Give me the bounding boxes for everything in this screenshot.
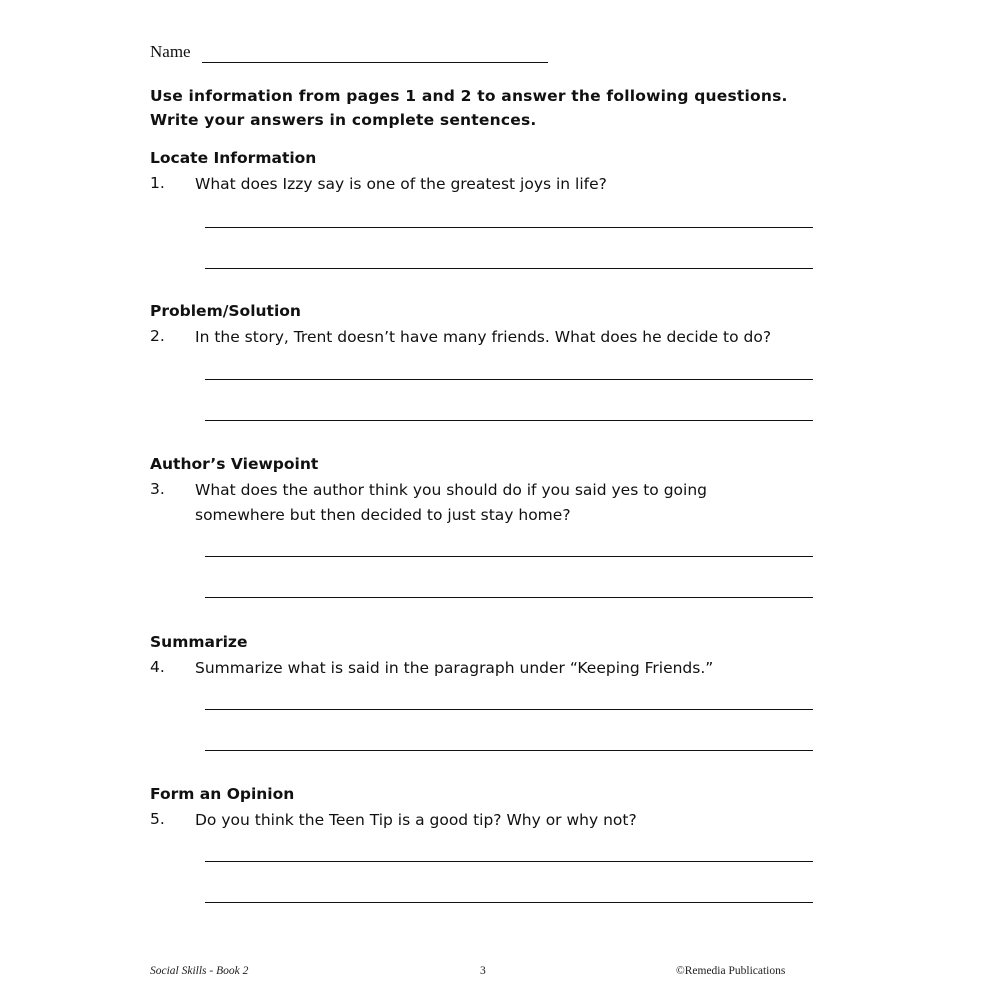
answer-line[interactable]	[205, 379, 813, 380]
section-heading-authors-viewpoint: Author’s Viewpoint	[150, 455, 319, 473]
name-label: Name	[150, 42, 191, 61]
question-text-line: Summarize what is said in the paragraph under “Keeping Friends.”	[195, 659, 714, 677]
answer-line[interactable]	[205, 709, 813, 710]
section-heading-locate-information: Locate Information	[150, 149, 317, 167]
question-number: 3.	[150, 480, 165, 498]
instructions	[150, 84, 788, 132]
answer-line[interactable]	[205, 556, 813, 557]
question-number: 4.	[150, 658, 165, 676]
answer-line[interactable]	[205, 420, 813, 421]
name-row	[150, 42, 191, 62]
answer-line[interactable]	[205, 902, 813, 903]
instructions-line-2: Write your answers in complete sentences.	[150, 111, 537, 129]
question-text	[195, 656, 713, 681]
question-text	[195, 325, 771, 350]
question-text	[195, 808, 637, 833]
section-heading-problem-solution: Problem/Solution	[150, 302, 301, 320]
footer-page-number: 3	[480, 965, 486, 977]
question-text	[195, 478, 707, 528]
question-number: 1.	[150, 174, 165, 192]
name-write-line[interactable]	[202, 62, 548, 63]
answer-line[interactable]	[205, 861, 813, 862]
section-heading-form-an-opinion: Form an Opinion	[150, 785, 295, 803]
question-text-line: What does Izzy say is one of the greatest joys in life?	[195, 175, 607, 193]
question-number: 2.	[150, 327, 165, 345]
section-heading-summarize: Summarize	[150, 633, 248, 651]
question-text-line: What does the author think you should do if you said yes to going	[195, 481, 707, 499]
question-text-line: In the story, Trent doesn’t have many friends. What does he decide to do?	[195, 328, 772, 346]
answer-line[interactable]	[205, 597, 813, 598]
question-text-line: Do you think the Teen Tip is a good tip? Why or why not?	[195, 811, 637, 829]
answer-line[interactable]	[205, 750, 813, 751]
instructions-line-1: Use information from pages 1 and 2 to answer the following questions.	[150, 87, 788, 105]
footer-book-title: Social Skills - Book 2	[150, 965, 249, 977]
footer-copyright: ©Remedia Publications	[676, 965, 786, 977]
question-number: 5.	[150, 810, 165, 828]
answer-line[interactable]	[205, 227, 813, 228]
question-text-line: somewhere but then decided to just stay home?	[195, 506, 571, 524]
answer-line[interactable]	[205, 268, 813, 269]
question-text	[195, 172, 607, 197]
